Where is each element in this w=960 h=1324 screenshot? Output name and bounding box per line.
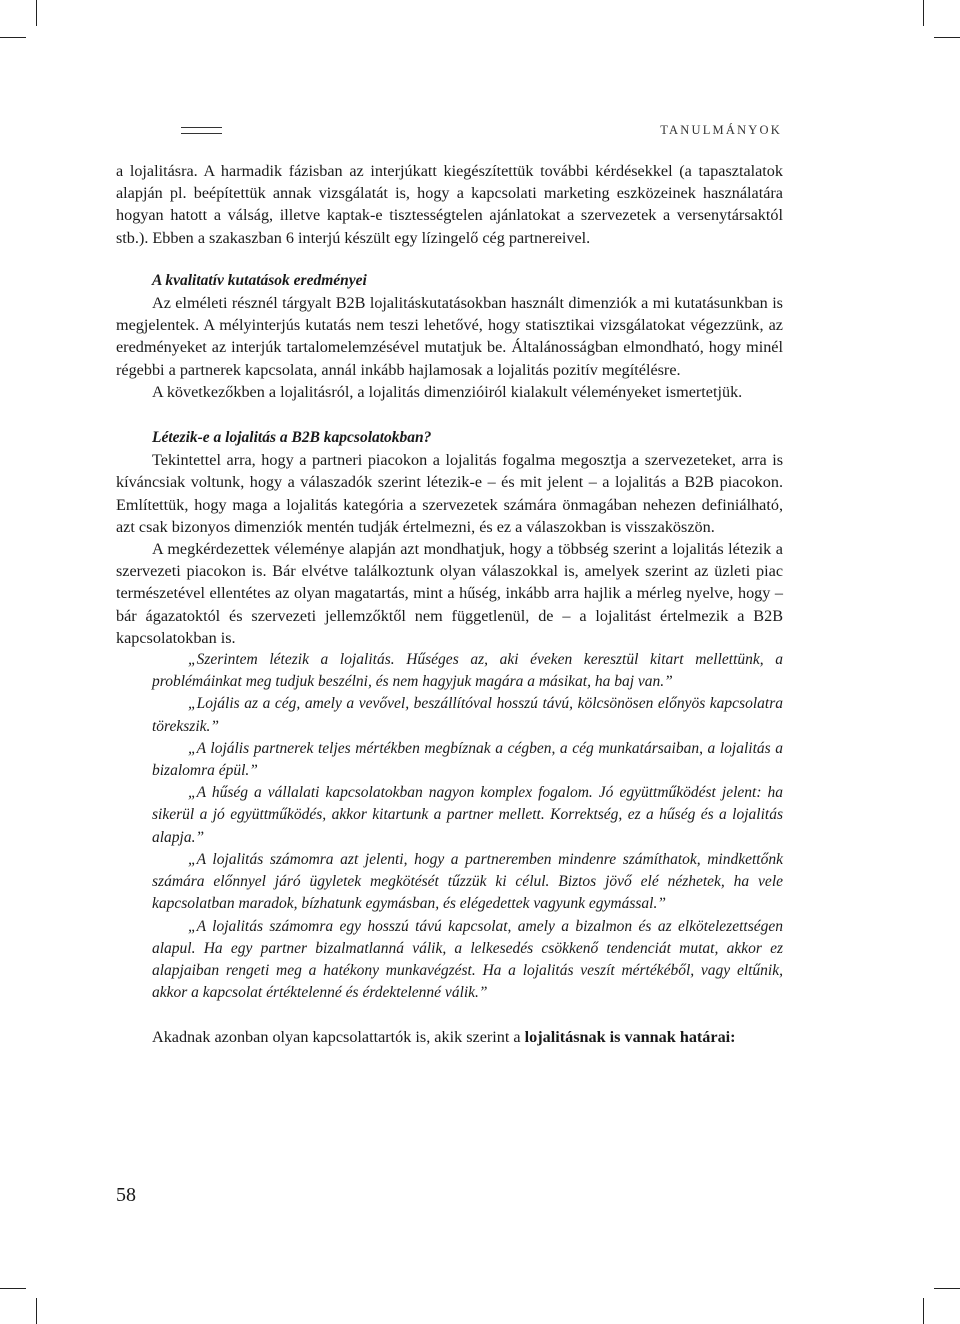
quote: „A lojalitás számomra azt jelenti, hogy a partneremben mindenre számíthatok, mindkettőnk számára előnnyel járó ügyletek megkötését tűzzük ki célul. Biztos jövő elé nézhetek, ha vele kapcsolatban maradok, bízhatunk egymásban, és elégedettek vagyunk egymással.” (152, 850, 783, 913)
paragraph: Az elméleti résznél tárgyalt B2B lojalitáskutatásokban használt dimenziók a mi kutatásunkban is megjelentek. A mélyinterjús kutatás nem teszi lehetővé, hogy statisztikai vizsgálatokat végezzünk, az eredményeket az interjúk tartalomelemzésével mutatjuk be. Általánosságban elmondható, hogy minél régebbi a partnerek kapcsolata, annál inkább hajlamosak a lojalitás pozitív megítélésre. (116, 294, 783, 379)
crop-mark (923, 1298, 924, 1324)
quote: „A lojális partnerek teljes mértékben megbíznak a cégben, a cég munkatársaiban, a lojalitás a bizalomra épül.” (152, 739, 783, 780)
header-ornament (181, 127, 222, 134)
paragraph: A következőkben a lojalitásról, a lojalitás dimenzióiról kialakult véleményeket ismertetjük. (152, 382, 743, 401)
page-number: 58 (116, 1184, 136, 1206)
paragraph: a lojalitásra. A harmadik fázisban az interjúkatt kiegészítettük további kérdésekkel (a tapasztalatok alapján pl. beépítettük annak vizsgálatát is, hogy a kapcsolati marketing eszközeinek használatára hogyan hatott a válság, illetve kaptak-e tisztességtelen ajánlatokat a szervezetek a versenytársaktól stb.). Ebben a szakaszban 6 interjú készült egy lízingelő cég partnereivel. (116, 162, 783, 247)
crop-mark (0, 37, 26, 38)
crop-mark (0, 1288, 26, 1289)
closing-text: Akadnak azonban olyan kapcsolattartók is, akik szerint a (152, 1028, 525, 1047)
closing-paragraph (116, 1026, 783, 1048)
crop-mark (923, 0, 924, 26)
section-heading: A kvalitatív kutatások eredményei (152, 271, 367, 289)
paragraph: A megkérdezettek véleménye alapján azt mondhatjuk, hogy a többség szerint a lojalitás létezik a szervezeti piacokon is. Bár elvétve találkoztunk olyan válaszokkal is, amelyek szerint az üzleti piac természetével ellentétes az olyan magatartás, mint a hűség, inkább arra hajlik a mérleg nyelve, hogy – bár ágazatoktól és szervezeti jellemzőktől nem függetlenül, de – a lojalitást értelmezik a B2B kapcsolatokban is. (116, 540, 783, 647)
quote: „A lojalitás számomra egy hosszú távú kapcsolat, amely a bizalmon és az elkötelezettségen alapul. Ha egy partner bizalmatlanná válik, a lelkesedés csökkenő tendenciát mutat, akkor ez alapjaiban rengeti meg a hatékony munkavégzést. Ha a lojalitás veszít mértékéből, vagy eltűnik, akkor a kapcsolat értéktelenné és érdektelenné válik.” (152, 917, 783, 1002)
interview-quotes (116, 649, 783, 1004)
article-body (116, 160, 783, 1049)
closing-emphasis: lojalitásnak is vannak határai: (524, 1028, 736, 1047)
crop-mark (36, 0, 37, 26)
crop-mark (934, 1288, 960, 1289)
paragraph: Tekintettel arra, hogy a partneri piacokon a lojalitás fogalma megosztja a szervezeteket, arra is kíváncsiak voltunk, hogy a válaszadók szerint létezik-e – és mit jelent – a lojalitás a B2B piacokon. Említettük, hogy maga a lojalitás kategória a szervezetek számára önmagában nehezen definiálható, azt csak bizonyos dimenziók mentén tudják értelmezni, és ez a válaszokban is visszaköszön. (116, 451, 783, 536)
quote: „Lojális az a cég, amely a vevővel, beszállítóval hosszú távú, kölcsönösen előnyös kapcsolatra törekszik.” (152, 695, 783, 735)
section-label: TANULMÁNYOK (660, 123, 782, 137)
crop-mark (934, 37, 960, 38)
section-heading: Létezik-e a lojalitás a B2B kapcsolatokban? (152, 429, 432, 447)
crop-mark (36, 1298, 37, 1324)
quote: „A hűség a vállalati kapcsolatokban nagyon komplex fogalom. Jó együttműködést jelent: ha sikerül a jó együttműködés, akkor kitartunk a partner mellett. Korrektség, ez a hűség és a lojalitás alapja.” (152, 784, 783, 846)
quote: „Szerintem létezik a lojalitás. Hűséges az, aki éveken keresztül kitart mellettünk, a problémáinkat meg tudjuk beszélni, és nem hagyjuk magára a másikat, ha baj van.” (152, 651, 783, 691)
